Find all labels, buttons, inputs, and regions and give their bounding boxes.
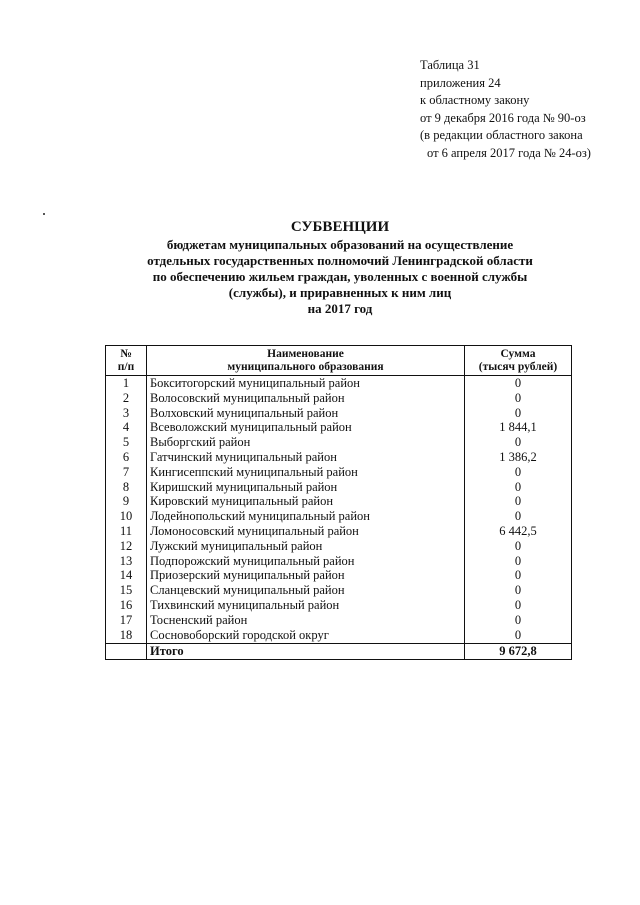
row-number: 18 bbox=[106, 628, 147, 644]
table-row bbox=[106, 420, 572, 435]
header-note bbox=[420, 57, 591, 162]
row-name: Волосовский муниципальный район bbox=[147, 391, 465, 406]
row-sum: 0 bbox=[465, 391, 572, 406]
row-sum: 0 bbox=[465, 435, 572, 450]
total-row bbox=[106, 644, 572, 660]
row-name: Тосненский район bbox=[147, 613, 465, 628]
row-sum: 0 bbox=[465, 406, 572, 421]
row-number: 10 bbox=[106, 509, 147, 524]
row-sum: 1 844,1 bbox=[465, 420, 572, 435]
row-name: Волховский муниципальный район bbox=[147, 406, 465, 421]
row-number: 6 bbox=[106, 450, 147, 465]
row-sum: 0 bbox=[465, 598, 572, 613]
row-name: Сосновоборский городской округ bbox=[147, 628, 465, 644]
row-name: Тихвинский муниципальный район bbox=[147, 598, 465, 613]
row-name: Выборгский район bbox=[147, 435, 465, 450]
column-header-text: п/п bbox=[117, 360, 135, 373]
title-line: бюджетам муниципальных образований на осуществление bbox=[166, 237, 514, 252]
title-main: СУБВЕНЦИИ bbox=[290, 219, 390, 235]
table-row bbox=[106, 465, 572, 480]
row-name: Кировский муниципальный район bbox=[147, 494, 465, 509]
subvention-table bbox=[105, 345, 572, 660]
total-sum: 9 672,8 bbox=[465, 644, 572, 660]
row-number: 3 bbox=[106, 406, 147, 421]
row-number: 4 bbox=[106, 420, 147, 435]
row-name: Лодейнопольский муниципальный район bbox=[147, 509, 465, 524]
row-sum: 0 bbox=[465, 509, 572, 524]
column-header-text: № bbox=[120, 347, 132, 360]
row-sum: 0 bbox=[465, 494, 572, 509]
row-name: Всеволожский муниципальный район bbox=[147, 420, 465, 435]
document-title bbox=[90, 218, 590, 317]
table-row bbox=[106, 554, 572, 569]
table-header-row bbox=[106, 346, 572, 376]
row-sum: 0 bbox=[465, 583, 572, 598]
header-note-line: от 6 апреля 2017 года № 24-оз) bbox=[427, 145, 591, 160]
row-name: Бокситогорский муниципальный район bbox=[147, 376, 465, 391]
column-header-sum bbox=[465, 346, 572, 376]
table-row bbox=[106, 539, 572, 554]
title-line: на 2017 год bbox=[307, 301, 373, 316]
row-number: 17 bbox=[106, 613, 147, 628]
row-sum: 1 386,2 bbox=[465, 450, 572, 465]
title-line: отдельных государственных полномочий Ленинградской области bbox=[147, 253, 533, 268]
table-row bbox=[106, 406, 572, 421]
row-number: 2 bbox=[106, 391, 147, 406]
column-header-text: Наименование bbox=[267, 347, 344, 360]
row-name: Ломоносовский муниципальный район bbox=[147, 524, 465, 539]
row-number: 5 bbox=[106, 435, 147, 450]
row-name: Лужский муниципальный район bbox=[147, 539, 465, 554]
row-number: 7 bbox=[106, 465, 147, 480]
row-sum: 0 bbox=[465, 628, 572, 644]
total-label: Итого bbox=[147, 644, 465, 660]
total-number-cell bbox=[106, 644, 147, 660]
table-row bbox=[106, 376, 572, 391]
row-number: 9 bbox=[106, 494, 147, 509]
row-sum: 0 bbox=[465, 613, 572, 628]
title-line: по обеспечению жильем граждан, уволенных с военной службы bbox=[152, 269, 528, 284]
table-row bbox=[106, 568, 572, 583]
table-row bbox=[106, 435, 572, 450]
table-row bbox=[106, 613, 572, 628]
row-name: Сланцевский муниципальный район bbox=[147, 583, 465, 598]
row-number: 11 bbox=[106, 524, 147, 539]
table-row bbox=[106, 391, 572, 406]
row-sum: 0 bbox=[465, 554, 572, 569]
table-row bbox=[106, 480, 572, 495]
row-name: Киришский муниципальный район bbox=[147, 480, 465, 495]
row-number: 12 bbox=[106, 539, 147, 554]
row-number: 16 bbox=[106, 598, 147, 613]
row-number: 1 bbox=[106, 376, 147, 391]
table-row bbox=[106, 524, 572, 539]
header-note-line: (в редакции областного закона bbox=[420, 128, 583, 142]
column-header-number bbox=[106, 346, 147, 376]
table-row bbox=[106, 450, 572, 465]
row-name: Кингисеппский муниципальный район bbox=[147, 465, 465, 480]
header-note-line: приложения 24 bbox=[420, 75, 501, 90]
row-sum: 0 bbox=[465, 465, 572, 480]
row-number: 14 bbox=[106, 568, 147, 583]
table-row bbox=[106, 583, 572, 598]
row-number: 8 bbox=[106, 480, 147, 495]
title-line: (службы), и приравненных к ним лиц bbox=[228, 285, 452, 300]
row-sum: 6 442,5 bbox=[465, 524, 572, 539]
row-sum: 0 bbox=[465, 539, 572, 554]
row-name: Гатчинский муниципальный район bbox=[147, 450, 465, 465]
column-header-text: муниципального образования bbox=[227, 360, 384, 373]
table-row bbox=[106, 628, 572, 644]
column-header-text: (тысяч рублей) bbox=[478, 360, 558, 373]
table-body bbox=[106, 376, 572, 660]
scan-speck bbox=[43, 213, 45, 215]
column-header-text: Сумма bbox=[500, 347, 536, 360]
row-sum: 0 bbox=[465, 376, 572, 391]
row-number: 15 bbox=[106, 583, 147, 598]
row-name: Подпорожский муниципальный район bbox=[147, 554, 465, 569]
table-row bbox=[106, 494, 572, 509]
table-row bbox=[106, 598, 572, 613]
row-name: Приозерский муниципальный район bbox=[147, 568, 465, 583]
header-note-line: Таблица 31 bbox=[420, 58, 480, 72]
column-header-name bbox=[147, 346, 465, 376]
row-sum: 0 bbox=[465, 568, 572, 583]
table-row bbox=[106, 509, 572, 524]
row-sum: 0 bbox=[465, 480, 572, 495]
header-note-line: к областному закону bbox=[420, 93, 530, 107]
header-note-line: от 9 декабря 2016 года № 90-оз bbox=[420, 110, 586, 125]
row-number: 13 bbox=[106, 554, 147, 569]
